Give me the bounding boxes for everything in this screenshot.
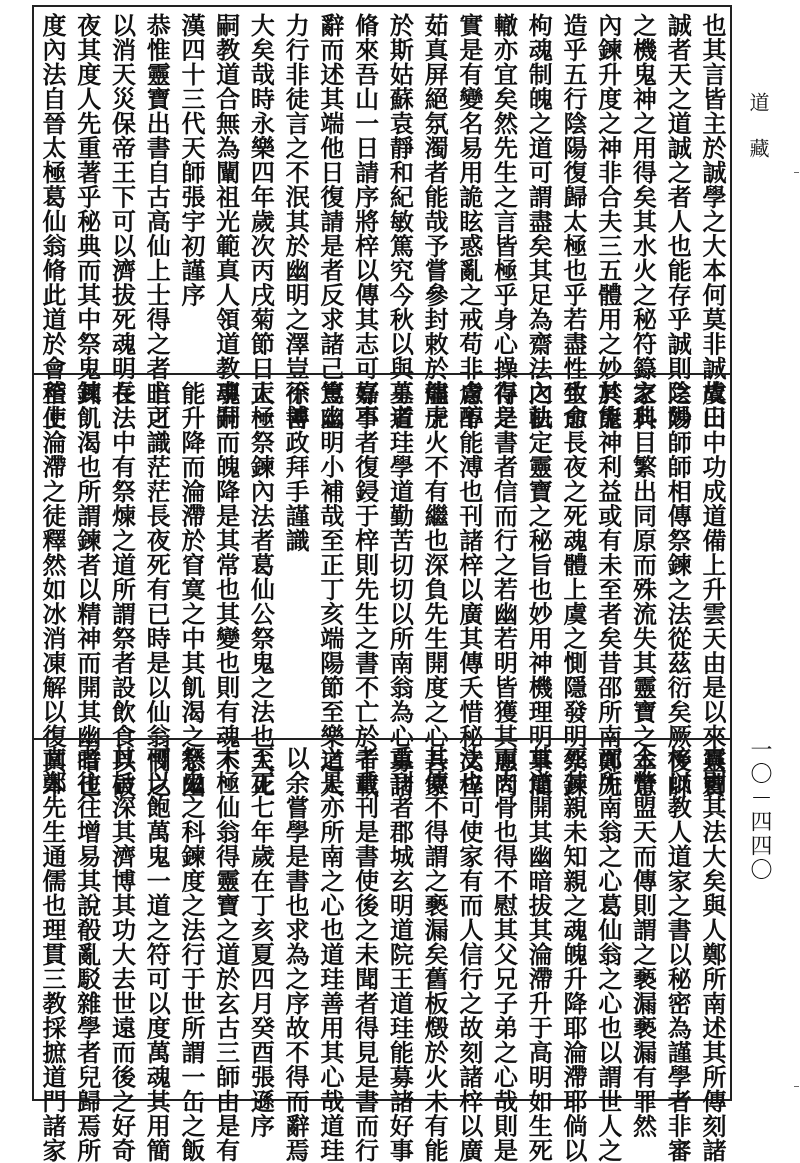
- text-columns: [38, 746, 727, 1163]
- text-column: 者往往增易其說殽亂駁雜學者兒歸焉所: [72, 746, 102, 1163]
- text-column: 死其親未知親之魂魄升降耶淪滯耶倘以: [559, 746, 589, 1163]
- text-column: 茹真屏絕氛濁者能哉予嘗參封敕於龍虎: [420, 13, 450, 430]
- text-column: 之機鬼神之用得矣其水火之秘符籙之典: [628, 13, 658, 430]
- text-column: 於斯姑蘇袁靜和紀敏篤究今秋以與募者: [385, 13, 415, 430]
- text-column: 能升降而淪滯於窅寞之中其飢渴之愁幽: [176, 381, 206, 798]
- text-column: 真則其法大矣與人鄭所南述其所傳刻諸: [697, 746, 727, 1163]
- text-column: 以消天災保帝王下可以濟拔死魂明長: [107, 13, 137, 405]
- text-column: 可以飽萬鬼一道之符可以度萬魂其用簡: [142, 746, 172, 1163]
- page-number: 一〇－四四〇: [747, 738, 772, 882]
- text-columns: [38, 13, 727, 430]
- text-column: 至使淪滯之徒釋然如冰消凍解以復其本: [38, 381, 67, 798]
- margin-tick: [794, 172, 799, 173]
- text-column: 而肉骨也得不慰其父兄子弟之心哉則是: [489, 746, 519, 1163]
- text-column: 重刊者郡城玄明道院王道珪能募諸好事: [385, 746, 415, 1163]
- text-column: 者重刊是書使後之未聞者得見是書而行: [350, 746, 380, 1163]
- text-column: 其傳不得謂之褻漏矣舊板燬於火未有能: [420, 746, 450, 1163]
- text-column: 虞山中功成道備上升雲天由是以來靈寶: [697, 381, 727, 798]
- text-panel-middle: [34, 373, 730, 798]
- text-column: 魂升而魄降是其常也其變也則有魂不: [211, 381, 241, 773]
- text-column: 以余嘗學是書也求為之序故不得而辭焉: [281, 746, 311, 1163]
- margin-tick: [794, 1086, 799, 1087]
- text-column: 徐善政拜手謹識: [281, 381, 311, 553]
- text-column: 也其言皆主於誠學之大本何莫非誠故曰: [697, 13, 727, 430]
- text-column: 誠者天之道誠之者人也能存乎誠則陰陽: [663, 13, 693, 430]
- text-column: 夜其度人先重著乎秘典而其中祭鬼鍊: [72, 13, 102, 405]
- text-column: 金幣盟天而傳則謂之褻漏褻漏有罪然: [628, 746, 658, 1138]
- text-column: 於鬼神利益或有未至者矣昔邵所南鄭先: [593, 381, 623, 798]
- text-column: 造乎五行陰陽復歸太極也乎若盡性致命: [559, 13, 589, 430]
- text-column: 度內法自晉太極葛仙翁脩此道於會稽上: [38, 13, 67, 430]
- text-column: 實是有變名易用詭眩惑亂之戒苟非含醇: [454, 13, 484, 430]
- text-column: 生愈長夜之死魂體上虞之惻隱發明祭鍊: [559, 381, 589, 798]
- text-column: 而所南翁之心葛仙翁之心也以謂世人之: [593, 746, 623, 1163]
- text-column: 其旨深其濟博其功大去世遠而後之好奇: [107, 746, 137, 1163]
- text-column: 其飢渴也所謂鍊者以精神而開其幽暗也: [72, 381, 102, 798]
- text-column: 法也可使家有而人信行之故刻諸梓以廣: [454, 746, 484, 1163]
- text-column: 其道開其幽暗拔其淪滯升于高明如生死: [524, 746, 554, 1163]
- text-column: 力行非徒言之不泯其於幽明之澤豈不博: [281, 13, 311, 430]
- text-column: 暗之識茫茫長夜死有已時是以仙翁憫之: [142, 381, 172, 798]
- text-column: 之是亦所南之心也道珪善用其心哉道珪: [315, 746, 345, 1163]
- text-column: 豈幽明小補哉至正丁亥端陽節至樂道人: [315, 381, 345, 798]
- text-column: 好事者復鋟于梓則先生之書不亡於千載: [350, 381, 380, 798]
- text-column: 恭惟靈寶出書自古高仙上士得之者上可: [142, 13, 172, 430]
- canon-title: 道藏: [746, 92, 770, 184]
- text-column: 梓以教人道家之書以秘密為謹學者非審: [663, 746, 693, 1163]
- text-column: 辭而述其端他日復請是者反求諸己篤志: [315, 13, 345, 430]
- text-column: 枸魂制魄之道可謂盡矣其足為齋法之軌: [524, 13, 554, 430]
- text-column: 家科目繁出同原而殊流失其靈寶之本意: [628, 381, 658, 798]
- text-column: 漢四十三代天師張宇初謹序: [176, 13, 206, 307]
- text-column: 大矣哉時永樂四年歲次丙戌菊節日正一: [246, 13, 276, 430]
- text-column: 燼于火不有繼也深負先生開度之心吾家: [420, 381, 450, 798]
- text-column: 太極祭鍊內法者葛仙公祭鬼之法也人死: [246, 381, 276, 798]
- text-column: 得是書者信而行之若幽若明皆獲其惠尚: [489, 381, 519, 798]
- text-columns: [38, 381, 727, 798]
- text-column: 在法中有祭煉之道所謂祭者設飲食以破: [107, 381, 137, 798]
- text-column: 至正七年歲在丁亥夏四月癸酉張遜序: [246, 746, 276, 1138]
- text-column: 內法定靈寶之秘旨也妙用神機理明事簡: [524, 381, 554, 798]
- text-column: 祭鬼之科鍊度之法行于世所謂一缶之飯: [176, 746, 206, 1163]
- text-column: 王道珪學道勤苦切切以所南翁為心募諸: [385, 381, 415, 798]
- page-frame: [32, 5, 732, 1163]
- text-column: 脩來吾山一日請序將梓以傳其志可嘉不: [350, 13, 380, 430]
- text-column: 轍亦宜矣然先生之言皆極乎身心操存之: [489, 13, 519, 430]
- text-column: 之妙師師相傳祭鍊之法從茲衍矣厥後師: [663, 381, 693, 798]
- text-column: 嗣教道合無為闡祖光範真人領道教事嗣: [211, 13, 241, 430]
- text-panel-top: [34, 7, 730, 430]
- text-panel-bottom: [34, 738, 730, 1163]
- text-column: 太極仙翁得靈寶之道於玄古三師由是有: [211, 746, 241, 1163]
- text-column: 南鄭先生通儒也理貫三教採摭道門諸家: [38, 746, 67, 1163]
- text-column: 慮不能溥也刊諸梓以廣其傳夭惜秘文梓: [454, 381, 484, 798]
- text-column: 內鍊升度之神非合夫三五體用之妙其能: [593, 13, 623, 430]
